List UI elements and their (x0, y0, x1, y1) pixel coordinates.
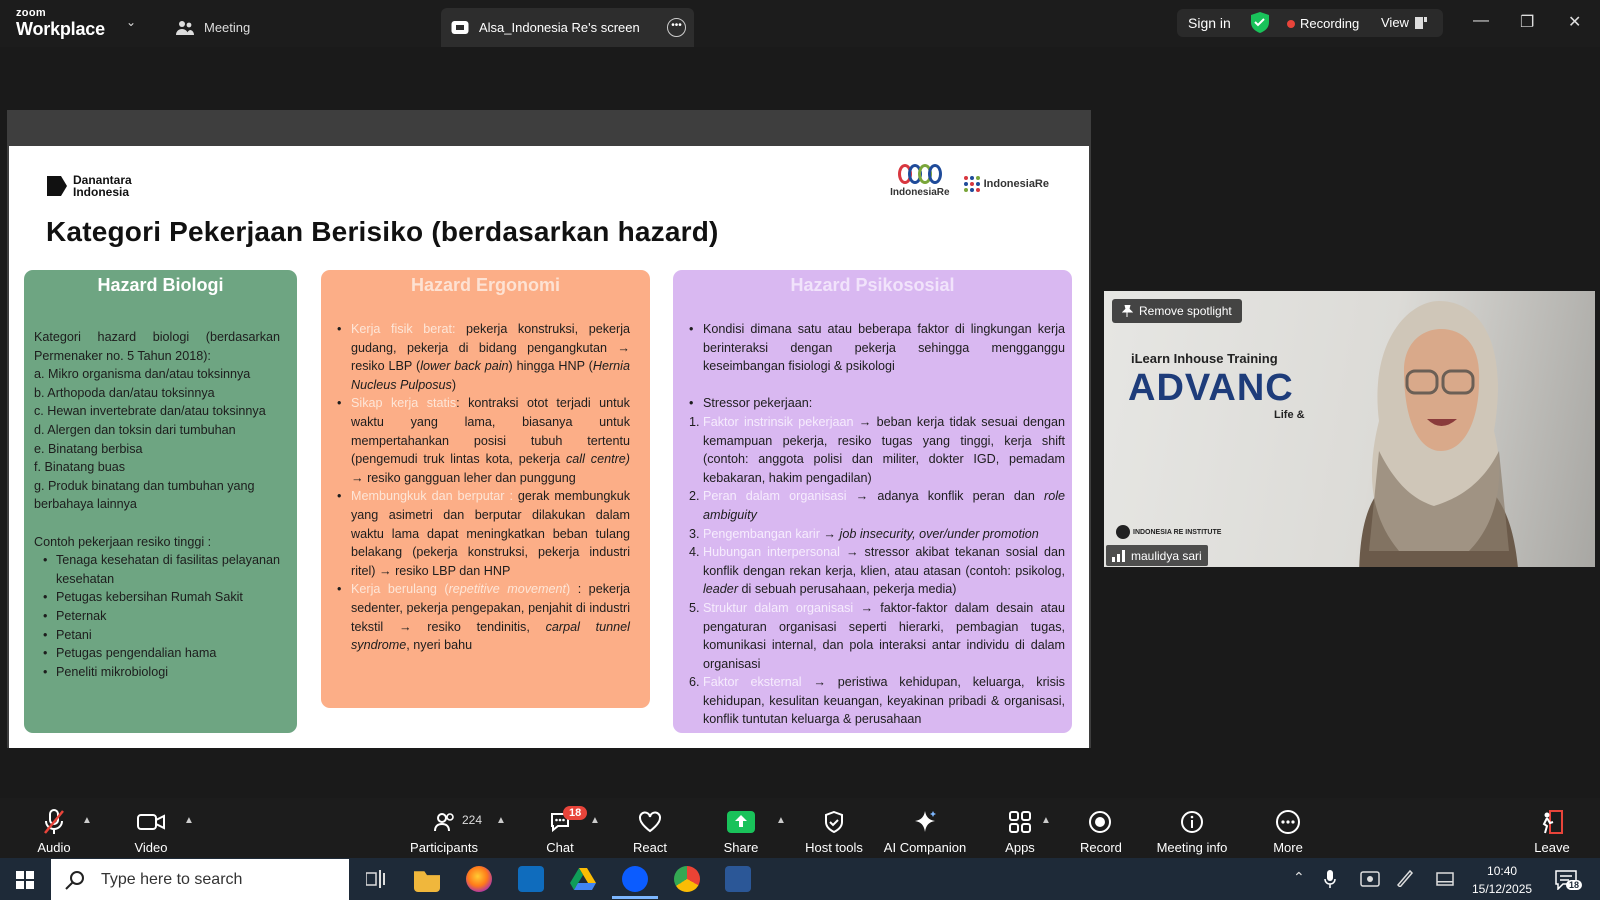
brand-top: zoom (16, 7, 46, 19)
record-icon (1088, 810, 1112, 834)
audio-label: Audio (37, 840, 71, 855)
video-camera-icon (137, 812, 165, 832)
view-label: View (1381, 15, 1409, 30)
active-app-indicator (612, 896, 658, 899)
shared-slide (9, 146, 1089, 748)
institute-mark-icon (1116, 525, 1130, 539)
meeting-info-button[interactable] (1154, 808, 1230, 855)
meet-now-icon[interactable] (1360, 871, 1380, 887)
more-options-icon[interactable]: ••• (667, 18, 686, 37)
share-button[interactable] (722, 808, 760, 855)
zoom-workplace-logo[interactable] (16, 8, 105, 38)
participant-person-image (1319, 301, 1549, 567)
list-item: 5. Struktur dalam organisasi → faktor-faktor dalam desain atau pengaturan organisasi seperti hierarki, pembagian tugas, komunikasi internal, dan pola interaksi antar individu di dalam organisasi (689, 600, 1066, 671)
tab-screen-label: Alsa_Indonesia Re's screen (479, 20, 640, 35)
host-tools-button[interactable] (802, 808, 866, 855)
more-label: More (1273, 840, 1303, 855)
card-hazard-ergonomi (321, 270, 650, 708)
microphone-muted-icon (43, 809, 65, 835)
display-tray-icon[interactable] (1436, 872, 1454, 886)
apps-grid-icon (1009, 811, 1031, 833)
outlook-icon[interactable] (518, 866, 544, 892)
windows-start-icon[interactable] (16, 871, 34, 889)
participant-video-tile[interactable] (1104, 291, 1595, 567)
leave-button[interactable] (1534, 808, 1570, 855)
more-dots-icon (1275, 809, 1301, 835)
google-drive-icon[interactable] (570, 866, 596, 892)
list-item: • Petani (34, 626, 280, 645)
slide-title: Kategori Pekerjaan Berisiko (berdasarkan hazard) (46, 216, 719, 247)
audio-options-chevron-icon[interactable]: ▲ (82, 815, 92, 826)
participant-name-tag (1106, 545, 1208, 566)
list-item: c. Hewan invertebrate dan/atau toksinnya (34, 404, 266, 419)
video-label: Video (134, 840, 168, 855)
danantara-logo (47, 174, 132, 198)
share-screen-icon (727, 811, 755, 833)
heart-icon (638, 811, 662, 833)
recording-indicator[interactable] (1287, 16, 1359, 31)
firefox-icon[interactable] (466, 866, 492, 892)
logo-iri-label: IndonesiaRe (983, 178, 1049, 190)
minimize-icon[interactable]: — (1473, 12, 1489, 29)
list-item: e. Binatang berbisa (34, 441, 143, 456)
brand-main: Workplace (16, 19, 105, 39)
list-item: 1. Faktor instrinsik pekerjaan → beban kerja tidak sesuai dengan kemampuan pekerja, resiko tugas yang tinggi, kerja shift (contoh: anggota polisi dan militer, dokter IGD, pemadam kebakaran, hakim pengadilan) (689, 414, 1065, 485)
security-shield-icon[interactable] (1251, 12, 1269, 33)
card-hazard-psikososial (673, 270, 1072, 733)
participants-label: Participants (410, 840, 478, 855)
participants-icon (434, 812, 456, 832)
card-body (34, 328, 280, 681)
list-item: g. Produk binatang dan tumbuhan yang berbahaya lainnya (34, 478, 255, 512)
ai-companion-label: AI Companion (883, 840, 967, 855)
logo-left-line2: Indonesia (73, 185, 130, 199)
sign-in-button[interactable]: Sign in (1188, 15, 1231, 31)
pen-tray-icon[interactable] (1396, 869, 1414, 887)
danantara-mark-icon (47, 176, 67, 196)
share-options-chevron-icon[interactable]: ▲ (776, 815, 786, 826)
search-icon (65, 870, 85, 890)
taskbar-clock[interactable] (1472, 862, 1532, 898)
list-item: • Petugas pengendalian hama (34, 644, 280, 663)
apps-options-chevron-icon[interactable]: ▲ (1041, 815, 1051, 826)
examples-list (34, 551, 280, 681)
logo-ir-label: IndonesiaRe (890, 187, 950, 198)
screen-share-icon (451, 20, 469, 36)
list-item: 4. Hubungan interpersonal → stressor akibat tekanan sosial dan konflik dengan rekan kerja, klien, atau atasan (contoh: psikolog, leader di sebuah perusahaan, pekerja media) (689, 545, 1065, 597)
notifications-icon[interactable] (1555, 870, 1580, 895)
video-bg-life-text: Life & (1274, 409, 1305, 421)
notifications-count: 18 (1566, 880, 1582, 890)
search-placeholder: Type here to search (101, 870, 243, 888)
card-body (337, 320, 630, 655)
list-item: 6. Faktor eksternal → peristiwa kehidupan, keluarga, krisis kehidupan, kesulitan keuangan, keyakinan pribadi & organisasi, konflik tuntutan keluarga & perusahaan (689, 675, 1065, 727)
list-item: • Sikap kerja statis: kontraksi otot terjadi untuk waktu yang lama, biasanya untuk mempertahankan posisi tubuh tertentu (pengemudi truk lintas kota, pekerja call centre) → resiko gangguan leher dan punggung (337, 394, 630, 487)
more-button[interactable] (1270, 808, 1306, 855)
pin-icon (1122, 305, 1133, 317)
task-view-icon[interactable] (366, 870, 386, 888)
list-item: 3. Pengembangan karir → job insecurity, over/under promotion (689, 526, 1039, 541)
chevron-down-icon[interactable]: ⌄ (126, 15, 137, 29)
apps-label: Apps (1005, 840, 1035, 855)
remove-spotlight-button[interactable] (1112, 299, 1242, 323)
chat-options-chevron-icon[interactable]: ▲ (590, 815, 600, 826)
video-bg-institute-text: INDONESIA RE INSTITUTE (1133, 528, 1222, 536)
list-item: • Peneliti mikrobiologi (34, 663, 280, 682)
meeting-info-label: Meeting info (1156, 840, 1228, 855)
microphone-tray-icon[interactable] (1324, 870, 1336, 888)
tab-shared-screen[interactable] (441, 8, 694, 47)
react-button[interactable] (630, 808, 670, 855)
partner-logos (890, 164, 1049, 198)
list-item: • Petugas kebersihan Rumah Sakit (34, 588, 280, 607)
video-options-chevron-icon[interactable]: ▲ (184, 815, 194, 826)
ai-companion-button[interactable] (882, 808, 968, 855)
list-item: a. Mikro organisma dan/atau toksinnya (34, 367, 251, 382)
sparkle-icon (913, 810, 937, 834)
host-shield-icon (824, 811, 844, 833)
list-item: b. Arthopoda dan/atau toksinnya (34, 385, 215, 400)
leave-door-icon (1540, 809, 1564, 835)
info-icon (1180, 810, 1204, 834)
clock-date: 15/12/2025 (1472, 882, 1533, 896)
chevron-up-icon[interactable]: ⌃ (1293, 869, 1305, 885)
card-hazard-biologi (24, 270, 297, 733)
record-label: Record (1080, 840, 1122, 855)
remove-spotlight-label: Remove spotlight (1139, 304, 1232, 318)
view-layout-icon (1415, 17, 1427, 29)
video-bg-training-text: iLearn Inhouse Training (1131, 351, 1278, 366)
audio-button[interactable] (34, 808, 74, 855)
participants-options-chevron-icon[interactable]: ▲ (496, 815, 506, 826)
examples-title: Contoh pekerjaan resiko tinggi : (34, 534, 212, 549)
video-bg-institute-logo (1116, 525, 1221, 539)
video-button[interactable] (131, 808, 171, 855)
restore-icon[interactable]: ❐ (1520, 14, 1535, 31)
list-item: 2. Peran dalam organisasi → adanya konflik peran dan role ambiguity (689, 489, 1065, 522)
close-icon[interactable]: ✕ (1568, 14, 1582, 31)
card-body (689, 320, 1065, 729)
chat-unread-badge: 18 (563, 806, 587, 820)
list-item: f. Binatang buas (34, 460, 126, 475)
logo-left-line1: Danantara (73, 173, 132, 187)
clock-time: 10:40 (1487, 864, 1518, 878)
tab-meeting[interactable] (176, 8, 250, 47)
signal-bars-icon (1112, 550, 1126, 562)
chrome-icon[interactable] (674, 866, 700, 892)
rings-icon (890, 164, 949, 184)
bio-intro: Kategori hazard biologi (berdasarkan Permenaker no. 5 Tahun 2018): (34, 330, 280, 363)
list-item: • Stressor pekerjaan: (689, 394, 1065, 413)
card-heading: Hazard Ergonomi (410, 275, 561, 295)
video-bg-advanc-text: ADVANC (1128, 367, 1294, 409)
leave-label: Leave (1534, 840, 1570, 855)
indonesia-re-logo (890, 164, 949, 198)
list-item: • Membungkuk dan berputar : gerak membungkuk yang asimetri dan berputar dilakukan dalam waktu lama dapat meningkatkan beban tulang belakang (pekerja konstruksi, pekerja industri ritel) → resiko LBP dan HNP (337, 487, 630, 580)
list-item: • Tenaga kesehatan di fasilitas pelayanan kesehatan (34, 551, 280, 588)
apps-button[interactable] (1002, 808, 1038, 855)
list-item: • Peternak (34, 607, 280, 626)
zoom-app-icon[interactable] (622, 866, 648, 892)
card-heading: Hazard Psikososial (790, 275, 955, 295)
recording-label: Recording (1300, 16, 1360, 31)
view-button[interactable] (1381, 15, 1427, 30)
list-item: • Kerja fisik berat: pekerja konstruksi, pekerja gudang, pekerja di bidang pengangkutan → resiko LBP (lower back pain) hingga HNP (Hernia Nucleus Pulposus) (337, 320, 630, 394)
indonesia-re-institute-logo (964, 176, 1049, 198)
list-item: • Kerja berulang (repetitive movement) : pekerja sedenter, pekerja pengepakan, penjahit di industri tekstil → resiko tendinitis, carpal tunnel syndrome, nyeri bahu (337, 580, 630, 654)
host-tools-label: Host tools (805, 840, 863, 855)
word-icon[interactable] (725, 866, 751, 892)
dots-icon (964, 176, 980, 192)
taskbar-search-box[interactable] (51, 859, 349, 900)
meeting-toolbar (0, 798, 1600, 858)
list-item: • Kondisi dimana satu atau beberapa faktor di lingkungan kerja berinteraksi dengan pekerja sehingga mengganggu keseimbangan fisiologi & psikologi (689, 320, 1065, 376)
recording-dot-icon (1287, 20, 1295, 28)
card-heading: Hazard Biologi (97, 275, 224, 295)
people-icon (176, 20, 194, 36)
record-button[interactable] (1080, 808, 1120, 855)
participants-count: 224 (462, 813, 483, 827)
participant-name: maulidya sari (1131, 548, 1202, 563)
list-item: d. Alergen dan toksin dari tumbuhan (34, 422, 236, 437)
chat-label: Chat (546, 840, 574, 855)
react-label: React (633, 840, 667, 855)
tab-meeting-label: Meeting (204, 20, 251, 35)
share-label: Share (723, 840, 759, 855)
